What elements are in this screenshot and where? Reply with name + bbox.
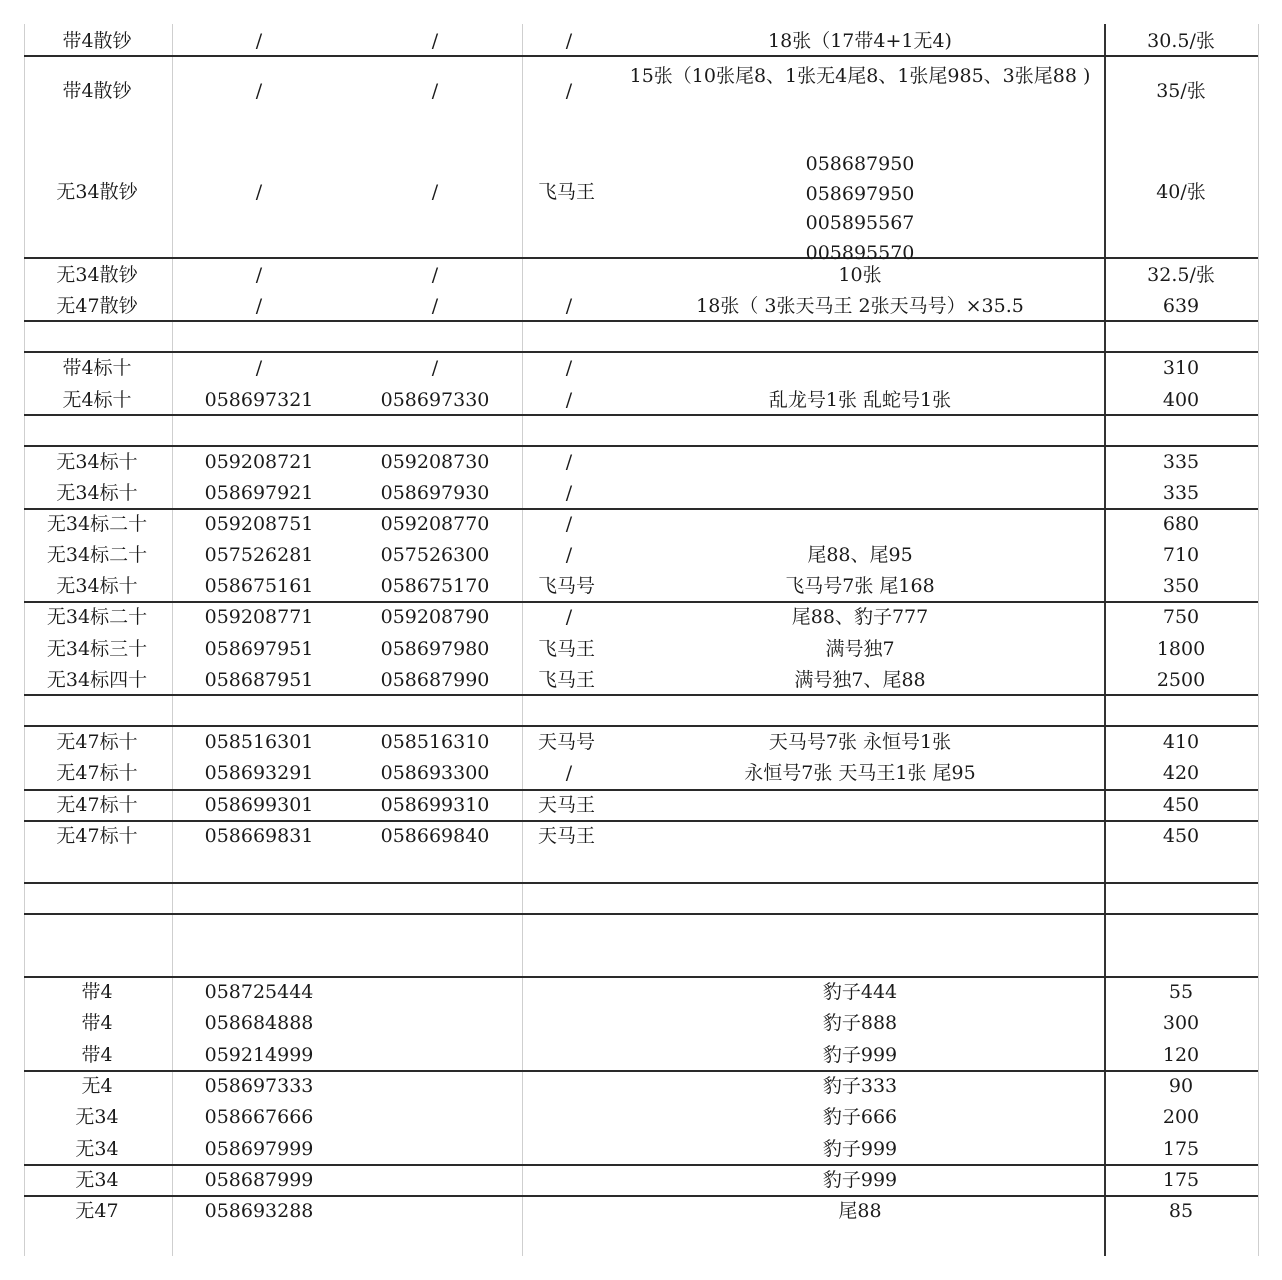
cell-serial-start: 058697321 — [204, 389, 314, 411]
cell-note: 豹子888 — [822, 1012, 898, 1034]
cell-price: 85 — [1168, 1200, 1194, 1222]
cell-serial-end: 058697330 — [380, 389, 490, 411]
cell-price: 90 — [1168, 1075, 1194, 1097]
cell-grade: 无47标十 — [56, 731, 138, 753]
cell-price: 175 — [1162, 1138, 1200, 1160]
cell-note: 豹子333 — [822, 1075, 898, 1097]
row-divider — [24, 320, 1258, 322]
cell-serial-end: 058697980 — [380, 638, 490, 660]
cell-note: 永恒号7张 天马王1张 尾95 — [744, 762, 976, 784]
cell-grade: 无34标二十 — [46, 606, 148, 628]
serial-number: 005895570 — [805, 241, 915, 264]
cell-serial-start: 058725444 — [204, 981, 314, 1003]
cell-feature: 飞马王 — [538, 181, 596, 203]
cell-serial-start: / — [255, 181, 263, 203]
cell-feature: / — [565, 30, 573, 52]
cell-price: 300 — [1162, 1012, 1200, 1034]
cell-price: 200 — [1162, 1106, 1200, 1128]
cell-grade: 带4散钞 — [62, 80, 132, 102]
cell-price: 750 — [1162, 606, 1200, 628]
cell-note: 乱龙号1张 乱蛇号1张 — [768, 389, 952, 411]
cell-price: 400 — [1162, 389, 1200, 411]
cell-price: 639 — [1162, 295, 1200, 317]
cell-grade: 无34标三十 — [46, 638, 148, 660]
cell-serial-start: 058684888 — [204, 1012, 314, 1034]
cell-feature: / — [565, 389, 573, 411]
cell-serial-start: 058697333 — [204, 1075, 314, 1097]
cell-grade: 无34标十 — [56, 575, 138, 597]
cell-note: 豹子444 — [822, 981, 898, 1003]
cell-grade: 无34标二十 — [46, 544, 148, 566]
cell-grade: 无47标十 — [56, 794, 138, 816]
cell-grade: 无34标十 — [56, 451, 138, 473]
cell-price: 35/张 — [1156, 80, 1206, 102]
cell-feature: / — [565, 544, 573, 566]
cell-serial-start: 058697951 — [204, 638, 314, 660]
cell-serial-start: 059214999 — [204, 1044, 314, 1066]
cell-grade: 无47散钞 — [56, 295, 138, 317]
cell-serial-start: 058697921 — [204, 482, 314, 504]
cell-grade: 无34 — [75, 1169, 119, 1191]
cell-note: 尾88、豹子777 — [791, 606, 929, 628]
row-divider — [24, 882, 1258, 884]
cell-serial-end: 058697930 — [380, 482, 490, 504]
cell-grade: 无34标四十 — [46, 669, 148, 691]
column-divider — [1258, 24, 1259, 1256]
cell-price: 32.5/张 — [1147, 264, 1215, 286]
row-divider — [24, 55, 1258, 57]
cell-note: 满号独7 — [825, 638, 895, 660]
cell-serial-start: 058667666 — [204, 1106, 314, 1128]
cell-price: 40/张 — [1156, 181, 1206, 203]
cell-note: 10张 — [838, 264, 882, 286]
cell-feature: / — [565, 513, 573, 535]
cell-price: 1800 — [1156, 638, 1206, 660]
cell-serial-start: 058687951 — [204, 669, 314, 691]
cell-serial-start: 058669831 — [204, 825, 314, 847]
cell-serial-end: / — [431, 181, 439, 203]
cell-feature: 飞马号 — [538, 575, 596, 597]
cell-serial-start: / — [255, 264, 263, 286]
cell-note: 豹子999 — [822, 1044, 898, 1066]
cell-price: 120 — [1162, 1044, 1200, 1066]
serial-number: 058687950 — [805, 153, 915, 175]
cell-feature: / — [565, 762, 573, 784]
cell-price: 335 — [1162, 482, 1200, 504]
serial-number: 005895567 — [805, 212, 915, 234]
cell-serial-end: 059208790 — [380, 606, 490, 628]
cell-note: 尾88 — [838, 1200, 882, 1222]
cell-grade: 无34散钞 — [56, 264, 138, 286]
cell-grade: 无34散钞 — [56, 181, 138, 203]
cell-price: 335 — [1162, 451, 1200, 473]
cell-price: 410 — [1162, 731, 1200, 753]
cell-serial-start: / — [255, 80, 263, 102]
cell-price: 350 — [1162, 575, 1200, 597]
cell-serial-start: 059208721 — [204, 451, 314, 473]
cell-note: 飞马号7张 尾168 — [785, 575, 935, 597]
cell-grade: 带4散钞 — [62, 30, 132, 52]
cell-serial-end: / — [431, 80, 439, 102]
cell-price: 30.5/张 — [1147, 30, 1215, 52]
cell-serial-end: 058675170 — [380, 575, 490, 597]
cell-serial-start: / — [255, 295, 263, 317]
cell-feature: 飞马王 — [538, 638, 596, 660]
cell-feature: / — [565, 295, 573, 317]
cell-feature: / — [565, 482, 573, 504]
cell-grade: 无34标十 — [56, 482, 138, 504]
cell-feature: 天马号 — [538, 731, 596, 753]
cell-feature: / — [565, 357, 573, 379]
row-divider — [24, 257, 1258, 259]
cell-serial-start: 058693291 — [204, 762, 314, 784]
cell-price: 310 — [1162, 357, 1200, 379]
cell-serial-end: 058669840 — [380, 825, 490, 847]
cell-grade: 无47标十 — [56, 762, 138, 784]
cell-price: 420 — [1162, 762, 1200, 784]
cell-feature: 飞马王 — [538, 669, 596, 691]
cell-feature: / — [565, 451, 573, 473]
cell-grade: 无47 — [75, 1200, 119, 1222]
cell-serial-start: 059208771 — [204, 606, 314, 628]
cell-grade: 无34标二十 — [46, 513, 148, 535]
cell-serial-end: 059208770 — [380, 513, 490, 535]
cell-grade: 无34 — [75, 1106, 119, 1128]
row-divider — [24, 913, 1258, 915]
cell-note: 尾88、尾95 — [807, 544, 913, 566]
row-divider — [24, 351, 1258, 353]
cell-grade: 带4 — [81, 1044, 113, 1066]
cell-price: 450 — [1162, 794, 1200, 816]
cell-grade: 无47标十 — [56, 825, 138, 847]
cell-serial-end: / — [431, 30, 439, 52]
cell-serial-start: 058699301 — [204, 794, 314, 816]
cell-serial-start: 058697999 — [204, 1138, 314, 1160]
cell-grade: 无34 — [75, 1138, 119, 1160]
cell-grade: 带4标十 — [62, 357, 132, 379]
cell-serial-start: / — [255, 30, 263, 52]
cell-serial-start: 058516301 — [204, 731, 314, 753]
cell-note: 豹子666 — [822, 1106, 898, 1128]
cell-serial-end: 057526300 — [380, 544, 490, 566]
cell-feature: 天马王 — [538, 825, 596, 847]
cell-serial-start: 059208751 — [204, 513, 314, 535]
cell-note-serial-list — [806, 150, 915, 268]
cell-serial-start: 058693288 — [204, 1200, 314, 1222]
cell-note: 满号独7、尾88 — [794, 669, 926, 691]
cell-note: 15张（10张尾8、1张无4尾8、1张尾985、3张尾88 ) — [629, 65, 1091, 87]
cell-price: 450 — [1162, 825, 1200, 847]
cell-serial-end: 058687990 — [380, 669, 490, 691]
cell-serial-start: 057526281 — [204, 544, 314, 566]
cell-feature: / — [565, 80, 573, 102]
cell-note: 天马号7张 永恒号1张 — [768, 731, 952, 753]
cell-grade: 无4标十 — [62, 389, 132, 411]
cell-price: 2500 — [1156, 669, 1206, 691]
cell-serial-end: / — [431, 357, 439, 379]
cell-serial-end: 058699310 — [380, 794, 490, 816]
cell-grade: 带4 — [81, 1012, 113, 1034]
cell-price: 175 — [1162, 1169, 1200, 1191]
cell-note: 18张（ 3张天马王 2张天马号）×35.5 — [696, 295, 1024, 317]
cell-feature: 天马王 — [538, 794, 596, 816]
cell-grade: 无4 — [81, 1075, 113, 1097]
cell-note: 18张（17带4+1无4) — [768, 30, 952, 52]
cell-note: 豹子999 — [822, 1169, 898, 1191]
cell-serial-end: 059208730 — [380, 451, 490, 473]
cell-serial-end: / — [431, 264, 439, 286]
serial-number: 058697950 — [805, 182, 915, 205]
cell-feature: / — [565, 606, 573, 628]
cell-price: 710 — [1162, 544, 1200, 566]
cell-grade: 带4 — [81, 981, 113, 1003]
cell-serial-start: 058687999 — [204, 1169, 314, 1191]
cell-serial-end: 058693300 — [380, 762, 490, 784]
cell-serial-start: / — [255, 357, 263, 379]
cell-note: 豹子999 — [822, 1138, 898, 1160]
cell-price: 680 — [1162, 513, 1200, 535]
cell-serial-start: 058675161 — [204, 575, 314, 597]
cell-serial-end: 058516310 — [380, 731, 490, 753]
cell-serial-end: / — [431, 295, 439, 317]
cell-price: 55 — [1168, 981, 1194, 1003]
